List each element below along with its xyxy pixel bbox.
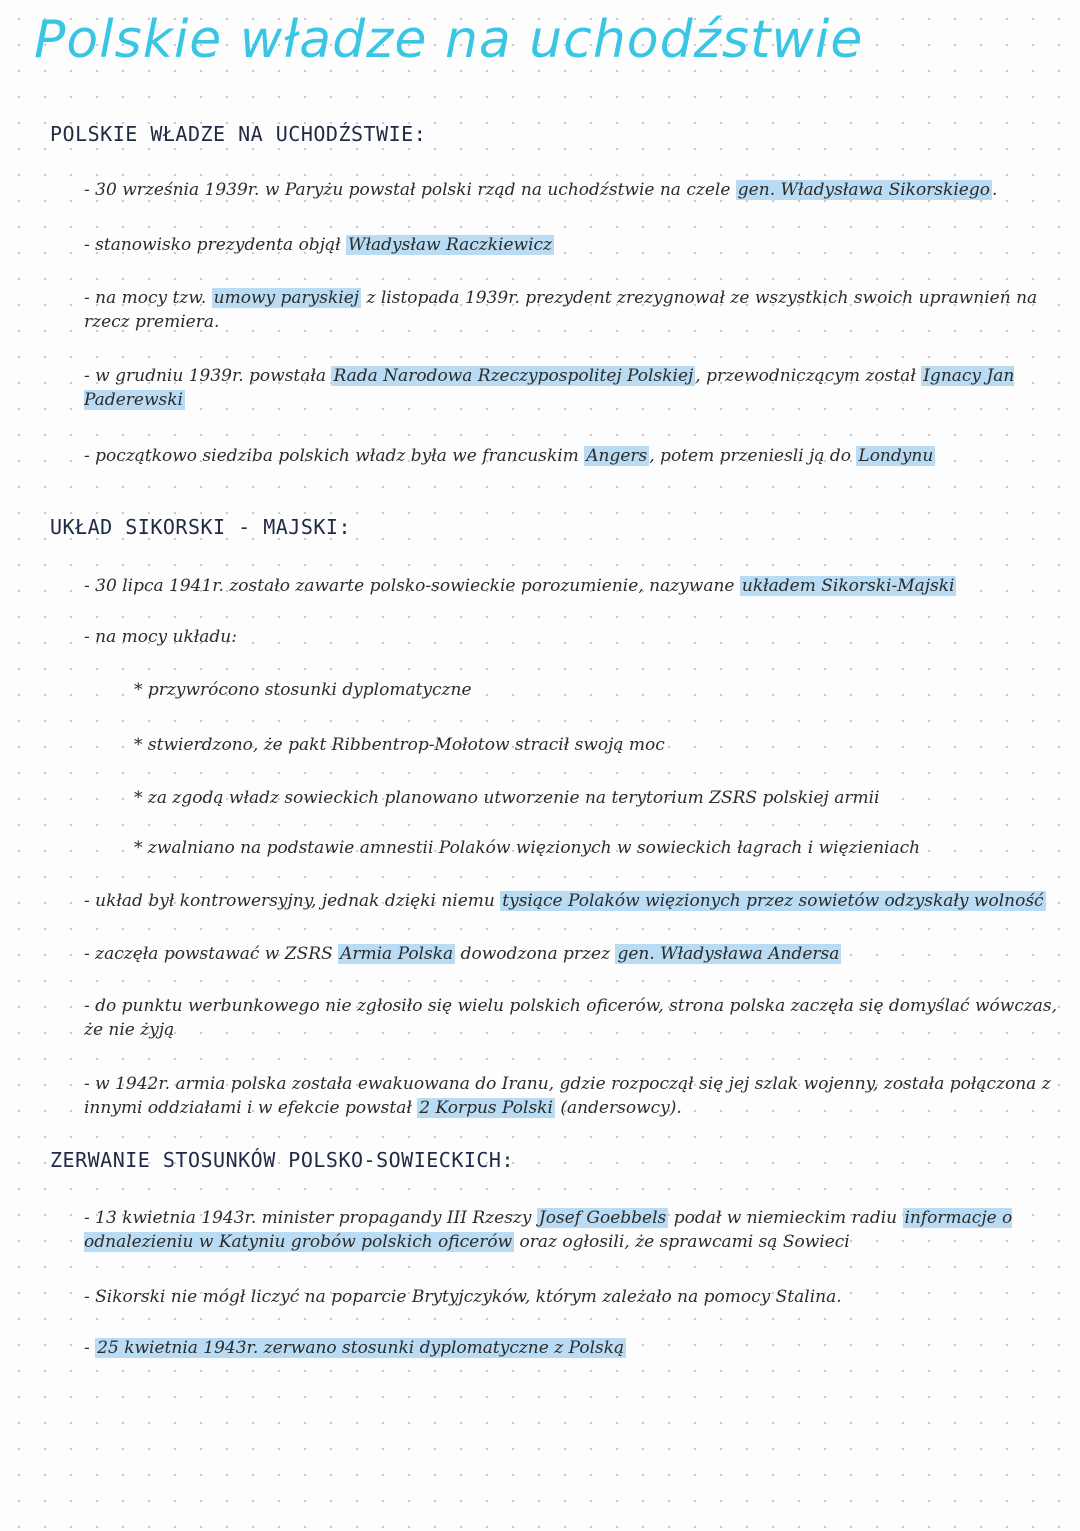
note-text: na mocy układu:	[95, 627, 237, 647]
highlight: Rada Narodowa Rzeczypospolitej Polskiej	[333, 366, 694, 386]
note-text: na mocy tzw.	[95, 288, 212, 308]
sub-item: * stwierdzono, że pakt Ribbentrop-Mołotow stracił swoją moc	[134, 733, 1064, 757]
note-text: Sikorski nie mógł liczyć na poparcie Brytyjczyków, którym zależało na pomocy Stalina.	[95, 1287, 842, 1307]
highlight: gen. Władysława Sikorskiego	[737, 180, 990, 200]
note-item	[84, 889, 1069, 913]
note-item	[84, 1072, 1069, 1120]
sub-item: * za zgodą władz sowieckich planowano utworzenie na terytorium ZSRS polskiej armii	[134, 786, 1064, 810]
section-heading-sikorski-majski: UKŁAD SIKORSKI - MAJSKI:	[50, 515, 351, 539]
highlight: Armia Polska	[340, 944, 454, 964]
highlight: Josef Goebbels	[538, 1208, 667, 1228]
note-text: do punktu werbunkowego nie zgłosiło się wielu polskich oficerów, strona polska zaczęła się domyślać wówczas, że nie żyją	[84, 996, 1058, 1040]
note-item	[84, 574, 1069, 598]
note-item	[84, 286, 1069, 334]
highlight: Ignacy Jan Paderewski	[84, 366, 1015, 410]
note-item	[84, 942, 1069, 966]
note-text: podał w niemieckim radiu	[668, 1208, 903, 1228]
section-heading-relations-broken: ZERWANIE STOSUNKÓW POLSKO-SOWIECKICH:	[50, 1148, 515, 1172]
sub-item: * przywrócono stosunki dyplomatyczne	[134, 678, 1064, 702]
note-text: (andersowcy).	[554, 1098, 682, 1118]
note-text: dowodzona przez	[455, 944, 616, 964]
note-item	[84, 364, 1069, 412]
note-item	[84, 1285, 1069, 1309]
note-text: , potem przeniesli ją do	[649, 446, 857, 466]
note-text: stanowisko prezydenta objął	[95, 235, 347, 255]
highlight: gen. Władysława Andersa	[617, 944, 840, 964]
highlight: układem Sikorski-Majski	[741, 576, 955, 596]
note-text: w 1942r. armia polska została ewakuowana do Iranu, gdzie rozpoczął się jej szlak wojenny, została połączona z innymi oddziałami i w efekcie powstał	[84, 1074, 1051, 1118]
note-item	[84, 444, 1069, 468]
highlight: Władysław Raczkiewicz	[348, 235, 553, 255]
note-item	[84, 1336, 1069, 1360]
highlight: umowy paryskiej	[213, 288, 360, 308]
note-text: 13 kwietnia 1943r. minister propagandy III Rzeszy	[95, 1208, 537, 1228]
highlight: tysiące Polaków więzionych przez sowietów odzyskały wolność	[502, 891, 1044, 911]
highlight: Londynu	[858, 446, 934, 466]
note-text: układ był kontrowersyjny, jednak dzięki niemu	[95, 891, 501, 911]
highlight: Angers	[586, 446, 648, 466]
note-text: zaczęła powstawać w ZSRS	[95, 944, 339, 964]
highlight: 2 Korpus Polski	[419, 1098, 553, 1118]
note-text: oraz ogłosili, że sprawcami są Sowieci	[514, 1232, 850, 1252]
highlight: 25 kwietnia 1943r. zerwano stosunki dyplomatyczne z Polską	[97, 1338, 625, 1358]
page-title: Polskie władze na uchodźstwie	[34, 10, 864, 70]
note-text: 30 września 1939r. w Paryżu powstał polski rząd na uchodźstwie na czele	[95, 180, 736, 200]
highlight: informacje o odnalezieniu w Katyniu grobów polskich oficerów	[84, 1208, 1013, 1252]
sub-item: * zwalniano na podstawie amnestii Polaków więzionych w sowieckich łagrach i więzieniach	[134, 836, 1064, 860]
note-item	[84, 1206, 1069, 1254]
note-text: początkowo siedziba polskich władz była we francuskim	[95, 446, 585, 466]
note-text: 30 lipca 1941r. zostało zawarte polsko-sowieckie porozumienie, nazywane	[95, 576, 740, 596]
note-item	[84, 625, 1069, 649]
note-text: w grudniu 1939r. powstała	[95, 366, 332, 386]
note-text: .	[991, 180, 998, 200]
note-text: , przewodniczącym został	[695, 366, 922, 386]
note-item	[84, 994, 1069, 1042]
section-heading-government: POLSKIE WŁADZE NA UCHODŹSTWIE:	[50, 122, 427, 146]
note-item	[84, 233, 1069, 257]
note-item	[84, 178, 1069, 202]
note-text: z listopada 1939r. prezydent zrezygnował ze wszystkich swoich uprawnień na rzecz premiera.	[84, 288, 1038, 332]
